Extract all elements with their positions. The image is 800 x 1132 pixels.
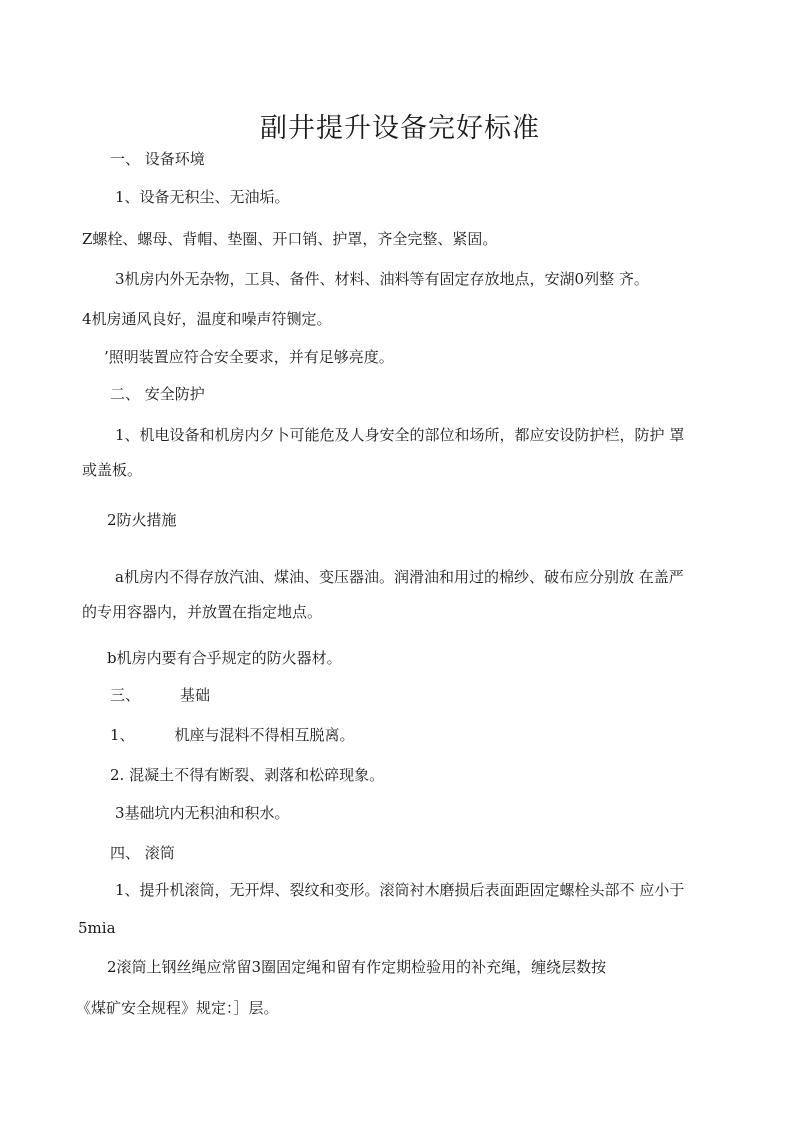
paragraph: 4机房通风良好，温度和噪声符铡定。 (82, 310, 332, 328)
paragraph: 2. 混凝土不得有断裂、剥落和松碎现象。 (110, 766, 385, 784)
section-title: 基础 (180, 686, 211, 704)
paragraph: 5mia (78, 919, 116, 937)
paragraph: a机房内不得存放汽油、煤油、变压器油。润滑油和用过的棉纱、破布应分别放 在盖严 (115, 568, 684, 586)
section-heading-drum: 四、 滚筒 (110, 844, 175, 862)
section-number: 三、 (110, 686, 141, 704)
paragraph: 1、设备无积尘、无油垢。 (115, 188, 290, 206)
section-heading-environment: 一、 设备环境 (110, 150, 205, 168)
item-text: 机座与混料不得相互脱离。 (174, 726, 355, 744)
paragraph: 2滚筒上钢丝绳应常留3圈固定绳和留有作定期检验用的补充绳，缠绕层数按 (107, 958, 607, 976)
paragraph: 1、机电设备和机房内夕卜可能危及人身安全的部位和场所，都应安设防护栏，防护 罩 (115, 426, 685, 444)
paragraph: 2防火措施 (107, 511, 177, 529)
paragraph: 3基础坑内无积油和积水。 (115, 804, 290, 822)
paragraph: 或盖板。 (82, 461, 143, 479)
item-number: 1、 (110, 726, 135, 744)
section-heading-foundation (110, 685, 210, 705)
paragraph: 《煤矿安全规程》规定：］层。 (76, 999, 279, 1017)
paragraph: 的专用容器内，并放置在指定地点。 (82, 603, 323, 621)
paragraph: 1、提升机滚筒，无开焊、裂纹和变形。滚筒衬木磨损后表面距固定螺栓头部不 应小于 (115, 881, 685, 899)
page-title: 副井提升设备完好标准 (260, 113, 540, 144)
paragraph: ’照明装置应符合安全要求，并有足够亮度。 (104, 348, 394, 366)
paragraph: Z螺栓、螺母、背帽、垫圈、开口销、护罩，齐全完整、紧固。 (82, 230, 498, 248)
paragraph: b机房内要有合乎规定的防火器材。 (107, 649, 342, 667)
paragraph (110, 725, 355, 745)
paragraph: 3机房内外无杂物，工具、备件、材料、油料等有固定存放地点，安湖0列整 齐。 (115, 270, 649, 288)
section-heading-safety: 二、 安全防护 (110, 385, 205, 403)
